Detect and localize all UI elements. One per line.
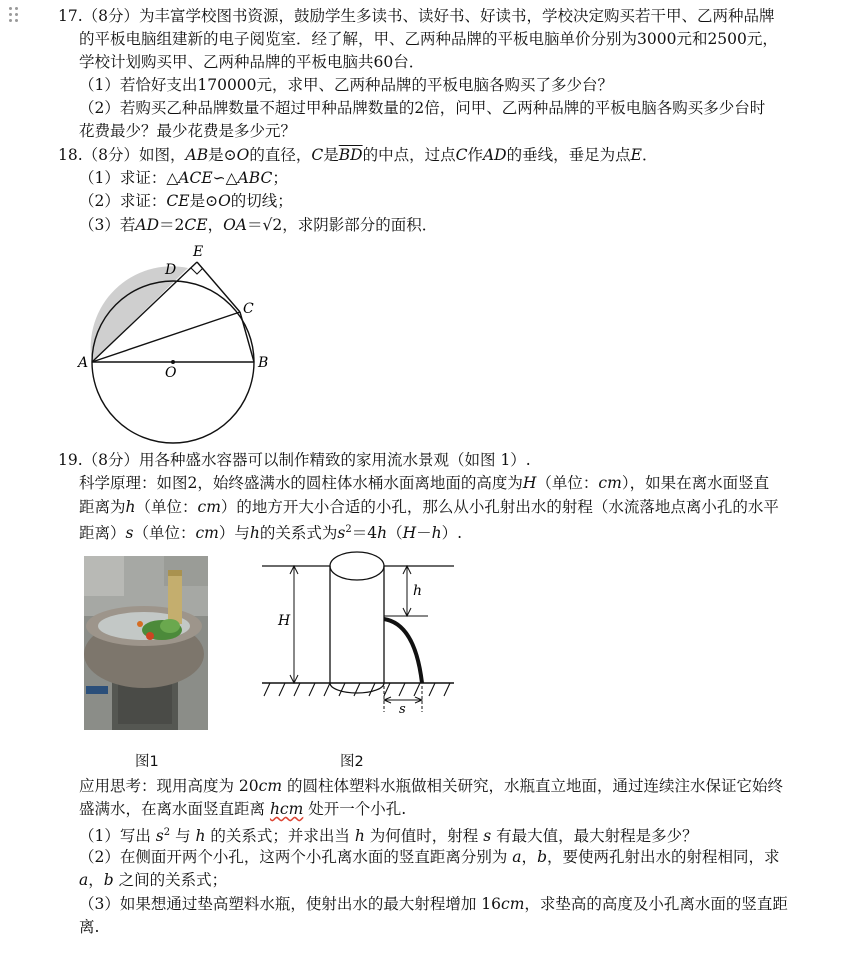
- q17-part-2-cont: 花费最少？最少花费是多少元？: [79, 122, 297, 140]
- figure-1-photo: [84, 556, 208, 730]
- q18-heading: 18.（8分）如图，AB是⊙O的直径，C是$\overline{BD}$的中点，过点C作AD的垂线，垂足为点E．: [58, 146, 658, 164]
- q19-application-line-1: 应用思考：现用高度为 20cm 的圆柱体塑料水瓶做相关研究，水瓶直立地面，通过连续注水保证它始终: [79, 777, 783, 795]
- q17-part-2: （2）若购买乙种品牌数量不超过甲种品牌数量的2倍，问甲、乙两种品牌的平板电脑各购买多少台时: [79, 99, 766, 117]
- q17-part-1: （1）若恰好支出170000元，求甲、乙两种品牌的平板电脑各购买了多少台？: [79, 76, 614, 94]
- water-jet: [384, 619, 422, 683]
- q17-line-1: 17.（8分）为丰富学校图书资源，鼓励学生多读书、读好书、好读书，学校决定购买若干甲、乙两种品牌: [58, 7, 775, 25]
- arc-bd: $\overline{BD}$: [338, 146, 363, 164]
- q18-part-2: （2）求证：CE是⊙O的切线；: [79, 192, 293, 210]
- q19-principle-line-2: 距离为h（单位：cm）的地方开大小合适的小孔，那么从小孔射出水的射程（水流落地点离小孔的水平: [79, 498, 779, 516]
- figure-2-caption: 图2: [340, 754, 364, 770]
- q19-part-1: （1）写出 $s^2$ 与 h 的关系式；并求出当 h 为何值时，射程 s 有最大值，最大射程是多少？: [79, 827, 698, 846]
- q19-principle-line-3: 距离）s（单位：cm）与h的关系式为$s^2=4h(H-h)$.: [79, 524, 463, 543]
- ground-hatching: [264, 683, 450, 696]
- label-o: O: [165, 365, 177, 381]
- q19-part-3: （3）如果想通过垫高塑料水瓶，使射出水的最大射程增加 16cm，求垫高的高度及小孔离水面的竖直距: [79, 895, 788, 913]
- q19-heading: 19.（8分）用各种盛水容器可以制作精致的家用流水景观（如图 1）.: [58, 451, 531, 469]
- label-e: E: [193, 244, 204, 260]
- q17-line-2: 的平板电脑组建新的电子阅览室．经了解，甲、乙两种品牌的平板电脑单价分别为3000元和2500元，: [79, 30, 778, 48]
- drag-handle-icon[interactable]: [9, 7, 23, 27]
- label-s: s: [399, 702, 406, 717]
- figure-2-diagram: [258, 548, 458, 720]
- label-a: A: [78, 355, 89, 371]
- q19-part-2: （2）在侧面开两个小孔，这两个小孔离水面的竖直距离分别为 a，b，要使两孔射出水的射程相同，求: [79, 848, 780, 866]
- label-c: C: [243, 301, 254, 317]
- label-d: D: [165, 262, 177, 278]
- q19-part-2-cont: a，b 之间的关系式；: [79, 871, 228, 889]
- label-b: B: [258, 355, 269, 371]
- q19-principle-line-1: 科学原理：如图2，始终盛满水的圆柱体水桶水面离地面的高度为H（单位：cm），如果在离水面竖直: [79, 474, 770, 492]
- q18-part-1: （1）求证：△ACE∽△ABC；: [79, 169, 288, 187]
- label-H: H: [278, 613, 291, 629]
- q18-part-3: （3）若AD＝2CE，OA＝√2，求阴影部分的面积．: [79, 216, 438, 234]
- figure-1-caption: 图1: [135, 754, 159, 770]
- q19-application-line-2: 盛满水，在离水面竖直距离 hcm 处开一个小孔.: [79, 800, 407, 818]
- q19-part-3-cont: 离.: [79, 918, 100, 936]
- q17-line-3: 学校计划购买甲、乙两种品牌的平板电脑共60台．: [79, 53, 425, 71]
- cylinder: [330, 552, 384, 693]
- center-dot: [171, 360, 175, 364]
- q18-circle-figure: [72, 238, 282, 444]
- right-angle-mark: [191, 268, 203, 274]
- line-cb: [240, 312, 254, 362]
- label-h: h: [413, 583, 423, 599]
